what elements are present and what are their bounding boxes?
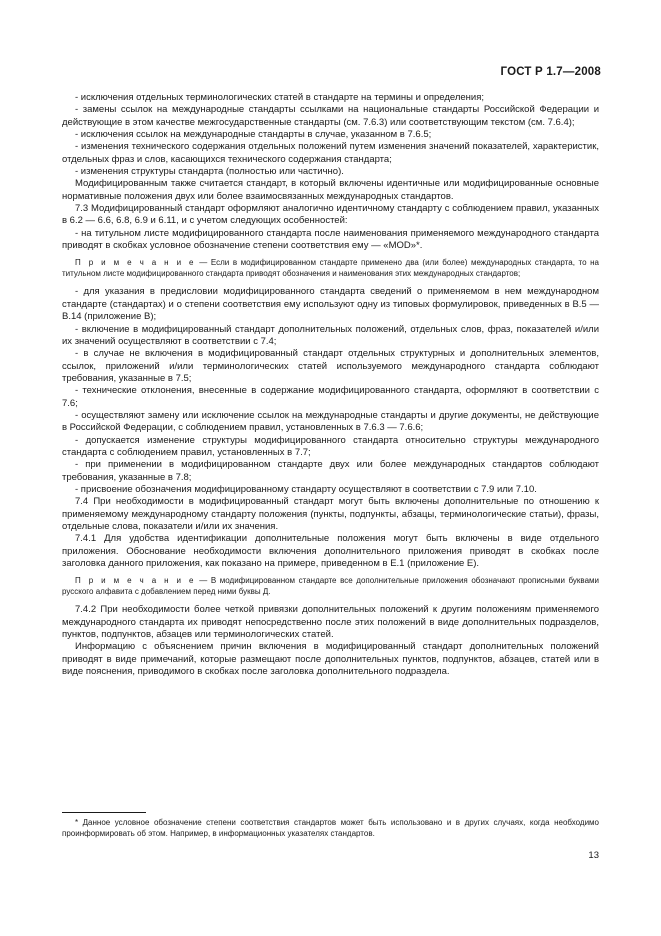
paragraph: - в случае не включения в модифицированный стандарт отдельных структурных и дополнительных элементов, ссылок, приложений и/или терминологических статей используемого международного стандарта соблюдают требования, указанные в 7.5; xyxy=(62,348,599,384)
note-text: — Если в модифицированном стандарте применено два (или более) международных стандарта, то на титульном листе модифицированного стандарта приводят обозначения и наименования этих международных стандартов; xyxy=(62,258,599,279)
paragraph: - технические отклонения, внесенные в содержание модифицированного стандарта, оформляют в соответствии с 7.6; xyxy=(62,385,599,409)
section-7-4-2-paragraph: 7.4.2 При необходимости более четкой привязки дополнительных положений к другим положениям применяемого международного стандарта их приводят непосредственно после этих положений в виде дополнительных подразделов, пунктов, подпунктов, абзацев или терминологических статей. xyxy=(62,604,599,641)
paragraph: - осуществляют замену или исключение ссылок на международные стандарты и другие документы, не действующие в Российской Федерации, с соблюдением правил, установленных в 7.6.3 — 7.6.6; xyxy=(62,409,599,434)
paragraph: - при применении в модифицированном стандарте двух или более международных стандартов соблюдают требования, указанные в 7.8; xyxy=(62,459,599,483)
paragraph: - замены ссылок на международные стандарты ссылками на национальные стандарты Российской Федерации и действующие в этом качестве межгосударственные стандарты (см. 7.6.3) или соответствующим текстом (см. 7.6.4); xyxy=(62,104,599,128)
note-block xyxy=(62,257,599,279)
paragraph: - изменения технического содержания отдельных положений путем изменения значений показателей, характеристик, отдельных фраз и слов, касающихся технического содержания стандарта; xyxy=(62,141,599,165)
note-text: — В модифицированном стандарте все дополнительные приложения обозначают прописными буквами русского алфавита с добавлением перед ними буквы Д. xyxy=(62,576,600,597)
note-label: П р и м е ч а н и е xyxy=(75,258,196,268)
section-7-4-paragraph: 7.4 При необходимости в модифицированный стандарт могут быть включены дополнительные по отношению к применяемому международному стандарту положения (пункты, подпункты, абзацы, терминологические статьи), фразы, отдельные слова, показатели и/или их значения. xyxy=(62,496,599,532)
paragraph: - исключения ссылок на международные стандарты в случае, указанном в 7.6.5; xyxy=(75,129,432,141)
section-7-3-paragraph: 7.3 Модифицированный стандарт оформляют аналогично идентичному стандарту с соблюдением правил, указанных в 6.2 — 6.6, 6.8, 6.9 и 6.11, и с учетом следующих особенностей: xyxy=(62,203,599,227)
paragraph: - на титульном листе модифицированного стандарта после наименования применяемого международного стандарта приводят в скобках условное обозначение степени соответствия ему — «MOD»*. xyxy=(62,227,599,252)
footnote: * Данное условное обозначение степени соответствия стандартов может быть использовано и в других случаях, когда необходимо проинформировать об этом. Например, в информационных указателях стандартов. xyxy=(62,818,599,838)
section-7-4-1-paragraph: 7.4.1 Для удобства идентификации дополнительные положения могут быть включены в виде отдельного приложения. Обоснование необходимости включения дополнительного приложения приводят в скобках после заголовка данного приложения, как показано на примере, приведенном в Е.1 (приложение Е). xyxy=(62,533,599,570)
page-header-standard-code: ГОСТ Р 1.7—2008 xyxy=(500,66,601,78)
paragraph: - присвоение обозначения модифицированному стандарту осуществляют в соответствии с 7.9 или 7.10. xyxy=(75,483,537,495)
page-number: 13 xyxy=(588,850,599,861)
paragraph: - для указания в предисловии модифицированного стандарта сведений о применяемом в нем международном стандарте (стандартах) и о степени соответствия ему используют одну из типовых формулировок, приведенных в В.5 — В.14 (приложение В); xyxy=(62,286,599,323)
note-block xyxy=(62,575,599,597)
note-label: П р и м е ч а н и е xyxy=(75,576,196,586)
footnote-divider xyxy=(62,812,146,813)
paragraph: Информацию с объяснением причин включения в модифицированный стандарт дополнительных положений приводят в виде примечаний, которые размещают после дополнительных пунктов, подпунктов, абзацев, статей или в виде пояснения, приводимого в скобках после заголовка дополнительного подраздела. xyxy=(62,641,599,678)
paragraph: - исключения отдельных терминологических статей в стандарте на термины и определения; xyxy=(75,92,485,103)
paragraph: - изменения структуры стандарта (полностью или частично). xyxy=(75,166,344,178)
document-body xyxy=(62,92,599,678)
paragraph: - допускается изменение структуры модифицированного стандарта относительно структуры международного стандарта с соблюдением правил, установленных в 7.7; xyxy=(62,434,599,458)
paragraph: - включение в модифицированный стандарт дополнительных положений, отдельных слов, фраз, показателей и/или их значений осуществляют в соответствии с 7.4; xyxy=(62,323,599,347)
paragraph: Модифицированным также считается стандарт, в который включены идентичные или модифицированные основные нормативные положения двух или более взаимосвязанных международных стандартов. xyxy=(62,178,599,202)
